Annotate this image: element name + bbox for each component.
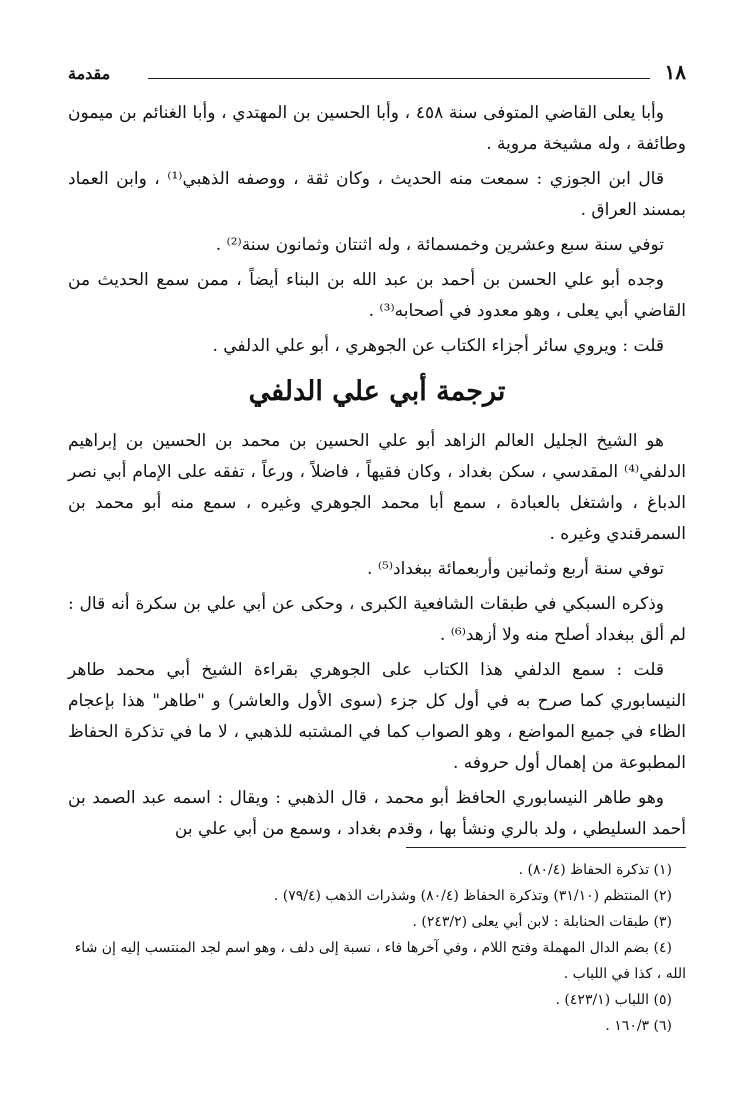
paragraph: قلت : ويروي سائر أجزاء الكتاب عن الجوهري ، أبو علي الدلفي . <box>212 336 664 356</box>
footnote-rule <box>406 847 686 848</box>
footnote: (١) تذكرة الحفاظ (٨٠/٤) . <box>518 862 672 878</box>
paragraph: توفي سنة سبع وعشرين وخمسمائة ، وله اثنتان وثمانون سنة⁽²⁾ . <box>215 235 664 255</box>
footnote: (٢) المنتظم (٣١/١٠) وتذكرة الحفاظ (٨٠/٤) وشذرات الذهب (٧٩/٤) . <box>273 888 672 904</box>
paragraph: وأبا يعلى القاضي المتوفى سنة ٤٥٨ ، وأبا الحسين بن المهتدي ، وأبا الغنائم بن ميمون وطائفة ، وله مشيخة مروية . <box>68 103 686 154</box>
footnotes <box>68 857 686 1039</box>
footnote: (٦) ١٦٠/٣ . <box>605 1018 672 1034</box>
footnote: (٥) اللباب (٤٢٣/١) . <box>555 992 672 1008</box>
footnote: (٣) طبقات الحنابلة : لابن أبي يعلى (٢٤٣/٢) . <box>412 914 672 930</box>
paragraph: وهو طاهر النيسابوري الحافظ أبو محمد ، قال الذهبي : ويقال : اسمه عبد الصمد بن أحمد السليطي ، ولد بالري ونشأ بها ، وقدم بغداد ، وسمع من أبي علي بن <box>68 788 686 839</box>
paragraph: هو الشيخ الجليل العالم الزاهد أبو علي الحسين بن محمد بن الحسين بن إبراهيم الدلفي⁽⁴⁾ المقدسي ، سكن بغداد ، وكان فقيهاً ، فاضلاً ، ورعاً ، تفقه على الإمام أبي نصر الدباغ ، واشتغل بالعبادة ، سمع أبا محمد الجوهري وغيره ، سمع منه أبو محمد بن السمرقندي وغيره . <box>68 431 686 544</box>
paragraph: وذكره السبكي في طبقات الشافعية الكبرى ، وحكى عن أبي علي بن سكرة أنه قال : لم ألق ببغداد أصلح منه ولا أزهد⁽⁶⁾ . <box>68 594 686 645</box>
page-number: ١٨ <box>664 60 686 84</box>
paragraph: وجده أبو علي الحسن بن أحمد بن عبد الله بن البناء أيضاً ، ممن سمع الحديث من القاضي أبي يعلى ، وهو معدود في أصحابه⁽³⁾ . <box>68 270 686 321</box>
section-title: ترجمة أبي علي الدلفي <box>248 376 506 407</box>
header-rule <box>148 78 650 79</box>
paragraph: قال ابن الجوزي : سمعت منه الحديث ، وكان ثقة ، ووصفه الذهبي⁽¹⁾ ، وابن العماد بمسند العراق . <box>68 169 686 220</box>
paragraph: قلت : سمع الدلفي هذا الكتاب على الجوهري بقراءة الشيخ أبي محمد طاهر النيسابوري كما صرح به في أول كل جزء (سوى الأول والعاشر) و "طاهر" هذا بإعجام الظاء في جميع المواضع ، وهو الصواب كما في المشتبه للذهبي ، لا ما في تذكرة الحفاظ المطبوعة من إهمال أول حروفه . <box>68 660 686 773</box>
main-text <box>68 98 686 849</box>
footnote: (٤) بضم الدال المهملة وفتح اللام ، وفي آخرها فاء ، نسبة إلى دلف ، وهو اسم لجد المنتسب إليه إن شاء الله ، كذا في اللباب . <box>74 940 686 982</box>
running-title: مقدمة <box>68 64 111 83</box>
page-header <box>68 60 686 90</box>
paragraph: توفي سنة أربع وثمانين وأربعمائة ببغداد⁽⁵⁾ . <box>367 559 664 579</box>
